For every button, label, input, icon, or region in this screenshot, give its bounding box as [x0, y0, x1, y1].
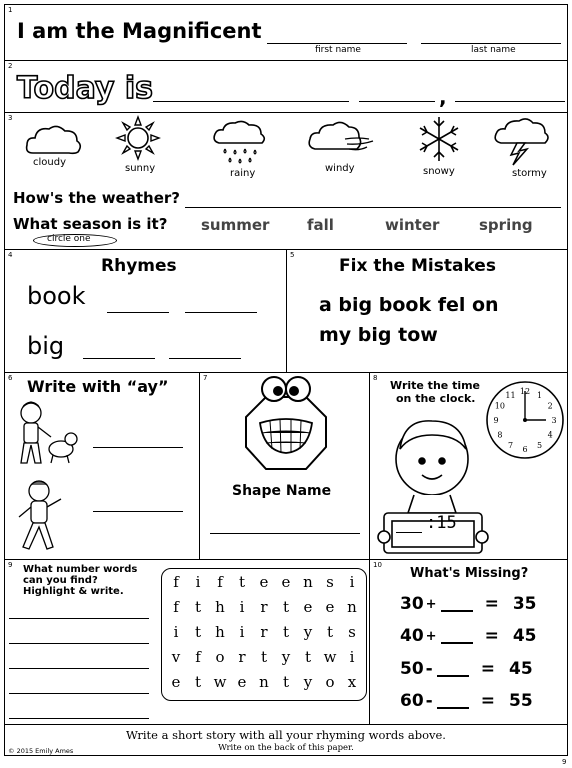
number-word-line[interactable]: [9, 618, 149, 619]
missing-number-blank[interactable]: [437, 693, 469, 709]
grid-letter[interactable]: e: [237, 672, 247, 691]
season-option-spring[interactable]: spring: [479, 216, 533, 234]
grid-letter[interactable]: o: [325, 672, 335, 691]
weather-label-rainy: rainy: [230, 168, 256, 179]
grid-letter[interactable]: f: [173, 597, 179, 616]
season-option-winter[interactable]: winter: [385, 216, 440, 234]
month-line[interactable]: [359, 101, 435, 102]
math-problem: [400, 594, 537, 614]
mistake-sentence-line-1: a big book fel on: [319, 294, 499, 316]
clock-number: 8: [497, 430, 503, 440]
first-name-label: first name: [315, 45, 361, 55]
weather-question: How's the weather?: [13, 189, 180, 207]
number-words-instruction-1: What number words: [23, 564, 138, 575]
equals-sign: =: [484, 594, 499, 614]
section-number: 6: [8, 374, 13, 382]
season-question: What season is it?: [13, 215, 168, 233]
clock-hour-line[interactable]: [396, 532, 422, 533]
grid-letter[interactable]: y: [303, 622, 313, 641]
clock-number: 4: [547, 430, 553, 440]
grid-letter[interactable]: e: [171, 672, 181, 691]
grid-letter[interactable]: s: [348, 622, 356, 641]
clock-instruction-1: Write the time: [390, 379, 481, 392]
clock-number: 6: [522, 445, 528, 454]
section-number: 4: [8, 251, 13, 259]
section-number: 5: [290, 251, 295, 259]
rhyme-line[interactable]: [83, 358, 155, 359]
rain-cloud-icon: [211, 119, 267, 167]
number-word-line[interactable]: [9, 668, 149, 669]
rhyme-line[interactable]: [185, 312, 257, 313]
section-shape-name: [199, 372, 370, 560]
ay-word-line[interactable]: [93, 511, 183, 512]
equals-sign: =: [484, 626, 499, 646]
missing-number-blank[interactable]: [441, 628, 473, 644]
equals-sign: =: [480, 659, 495, 679]
season-option-fall[interactable]: fall: [307, 216, 334, 234]
clock-sign-minutes: :15: [426, 513, 457, 533]
clock-number: 9: [493, 416, 499, 425]
weather-label-cloudy: cloudy: [33, 157, 66, 168]
section-number: 8: [373, 374, 378, 382]
footer-line-1: Write a short story with all your rhyming words above.: [126, 728, 446, 742]
addend: 60: [400, 691, 424, 711]
whats-missing-heading: What's Missing?: [410, 566, 529, 581]
grid-letter[interactable]: t: [194, 672, 202, 691]
octagon-character-icon: [236, 375, 336, 475]
grid-letter[interactable]: f: [217, 572, 223, 591]
weather-label-windy: windy: [325, 163, 355, 174]
weather-label-stormy: stormy: [512, 168, 547, 179]
clock-number: 10: [494, 401, 505, 411]
missing-number-blank[interactable]: [441, 596, 473, 612]
rhyme-word-big: big: [27, 332, 65, 360]
grid-letter[interactable]: r: [238, 647, 246, 666]
weather-answer-line[interactable]: [185, 207, 561, 208]
operator: -: [425, 691, 433, 711]
grid-letter[interactable]: h: [215, 622, 225, 641]
result: 35: [512, 594, 537, 614]
grid-letter[interactable]: e: [303, 597, 313, 616]
name-heading: I am the Magnificent: [17, 19, 262, 43]
clock-number: 11: [505, 390, 516, 400]
section-rhymes: [4, 249, 287, 373]
grid-letter[interactable]: t: [304, 647, 312, 666]
section-write-ay: [4, 372, 200, 560]
rhyme-word-book: book: [27, 282, 86, 310]
result: 45: [508, 659, 533, 679]
circle-one-label: circle one: [47, 234, 91, 244]
grid-letter[interactable]: t: [282, 622, 290, 641]
operator: +: [425, 628, 437, 644]
grid-letter[interactable]: t: [194, 597, 202, 616]
grid-letter[interactable]: y: [281, 647, 291, 666]
fix-mistakes-heading: Fix the Mistakes: [339, 256, 496, 276]
page-number: 9: [562, 758, 567, 766]
grid-letter[interactable]: n: [259, 672, 269, 691]
rhymes-heading: Rhymes: [101, 256, 177, 276]
today-is-heading: Today is: [17, 71, 154, 106]
clock-number: 5: [536, 441, 543, 451]
clock-face-icon[interactable]: [484, 379, 566, 461]
number-word-line[interactable]: [9, 718, 149, 719]
grid-letter[interactable]: r: [260, 597, 268, 616]
result: 55: [508, 691, 533, 711]
word-search-row: [162, 644, 366, 669]
grid-letter[interactable]: f: [173, 572, 179, 591]
boy-holding-sign-icon: [378, 409, 488, 557]
grid-letter[interactable]: i: [349, 572, 355, 591]
rhyme-line[interactable]: [169, 358, 241, 359]
math-problem: [400, 691, 533, 711]
storm-cloud-icon: [493, 117, 555, 167]
word-search-row: [162, 669, 366, 694]
grid-letter[interactable]: i: [349, 647, 355, 666]
section-clock: [369, 372, 568, 560]
mistake-sentence-line-2: my big tow: [319, 324, 438, 346]
grid-letter[interactable]: e: [259, 572, 269, 591]
grid-letter[interactable]: t: [282, 672, 290, 691]
section-number: 1: [8, 6, 13, 14]
grid-letter[interactable]: o: [215, 647, 225, 666]
year-line[interactable]: [455, 101, 565, 102]
grid-letter[interactable]: i: [239, 622, 245, 641]
section-name: [4, 4, 568, 61]
wind-cloud-icon: [307, 119, 377, 161]
grid-letter[interactable]: e: [325, 597, 335, 616]
section-weather: [4, 112, 568, 250]
grid-letter[interactable]: t: [194, 622, 202, 641]
word-search-row: [162, 569, 366, 594]
grid-letter[interactable]: f: [195, 647, 201, 666]
section-number: 10: [373, 561, 382, 569]
grid-letter[interactable]: n: [347, 597, 357, 616]
number-word-line[interactable]: [9, 693, 149, 694]
section-date: [4, 60, 568, 113]
date-comma: ,: [439, 85, 447, 109]
sun-icon: [115, 115, 161, 161]
result: 45: [512, 626, 537, 646]
word-search-row: [162, 619, 366, 644]
grid-letter[interactable]: i: [195, 572, 201, 591]
word-search-row: [162, 594, 366, 619]
shape-name-caption: Shape Name: [232, 483, 332, 499]
equals-sign: =: [480, 691, 495, 711]
weather-label-snowy: snowy: [423, 166, 455, 177]
write-ay-heading: Write with “ay”: [27, 377, 169, 396]
grid-letter[interactable]: t: [260, 647, 268, 666]
footer-instructions: [4, 724, 568, 756]
child-playing-icon: [11, 477, 71, 555]
grid-letter[interactable]: t: [238, 572, 246, 591]
grid-letter[interactable]: t: [326, 622, 334, 641]
clock-number: 3: [551, 416, 557, 425]
snowflake-icon: [417, 115, 461, 163]
grid-letter[interactable]: i: [173, 622, 179, 641]
first-name-line[interactable]: [267, 43, 407, 44]
clock-number: 7: [507, 441, 514, 451]
section-number: 3: [8, 114, 13, 122]
grid-letter[interactable]: v: [171, 647, 181, 666]
addend: 50: [400, 659, 424, 679]
section-number-words: [4, 559, 370, 725]
math-problem: [400, 659, 533, 679]
number-words-instruction-3: Highlight & write.: [23, 586, 124, 597]
number-word-line[interactable]: [9, 643, 149, 644]
section-fix-mistakes: [286, 249, 568, 373]
cloud-icon: [23, 121, 83, 161]
clock-number: 2: [547, 401, 553, 411]
copyright: © 2015 Emily Ames: [8, 747, 74, 755]
grid-letter[interactable]: i: [239, 597, 245, 616]
addend: 30: [400, 594, 424, 614]
operator: +: [425, 596, 437, 612]
number-words-instruction-2: can you find?: [23, 575, 98, 586]
season-option-summer[interactable]: summer: [201, 216, 270, 234]
section-number: 7: [203, 374, 208, 382]
last-name-line[interactable]: [421, 43, 561, 44]
ay-word-line[interactable]: [93, 447, 183, 448]
weather-label-sunny: sunny: [125, 163, 156, 174]
clock-number: 1: [536, 390, 543, 400]
grid-letter[interactable]: t: [282, 597, 290, 616]
girl-with-dog-icon: [11, 397, 81, 471]
rhyme-line[interactable]: [107, 312, 169, 313]
grid-letter[interactable]: e: [281, 572, 291, 591]
footer-line-2: Write on the back of this paper.: [218, 743, 354, 753]
clock-number: 12: [519, 387, 531, 396]
grid-letter[interactable]: w: [213, 672, 227, 691]
section-number: 9: [8, 561, 13, 569]
grid-letter[interactable]: s: [326, 572, 334, 591]
grid-letter[interactable]: h: [215, 597, 225, 616]
clock-instruction-2: on the clock.: [396, 392, 476, 405]
math-problem: [400, 626, 537, 646]
grid-letter[interactable]: y: [303, 672, 313, 691]
word-search-grid[interactable]: [161, 568, 367, 701]
grid-letter[interactable]: x: [347, 672, 357, 691]
grid-letter[interactable]: n: [303, 572, 313, 591]
shape-name-line[interactable]: [210, 533, 360, 534]
day-line[interactable]: [153, 101, 349, 102]
grid-letter[interactable]: w: [323, 647, 337, 666]
operator: -: [425, 659, 433, 679]
grid-letter[interactable]: r: [260, 622, 268, 641]
addend: 40: [400, 626, 424, 646]
last-name-label: last name: [471, 45, 516, 55]
missing-number-blank[interactable]: [437, 661, 469, 677]
section-number: 2: [8, 62, 13, 70]
